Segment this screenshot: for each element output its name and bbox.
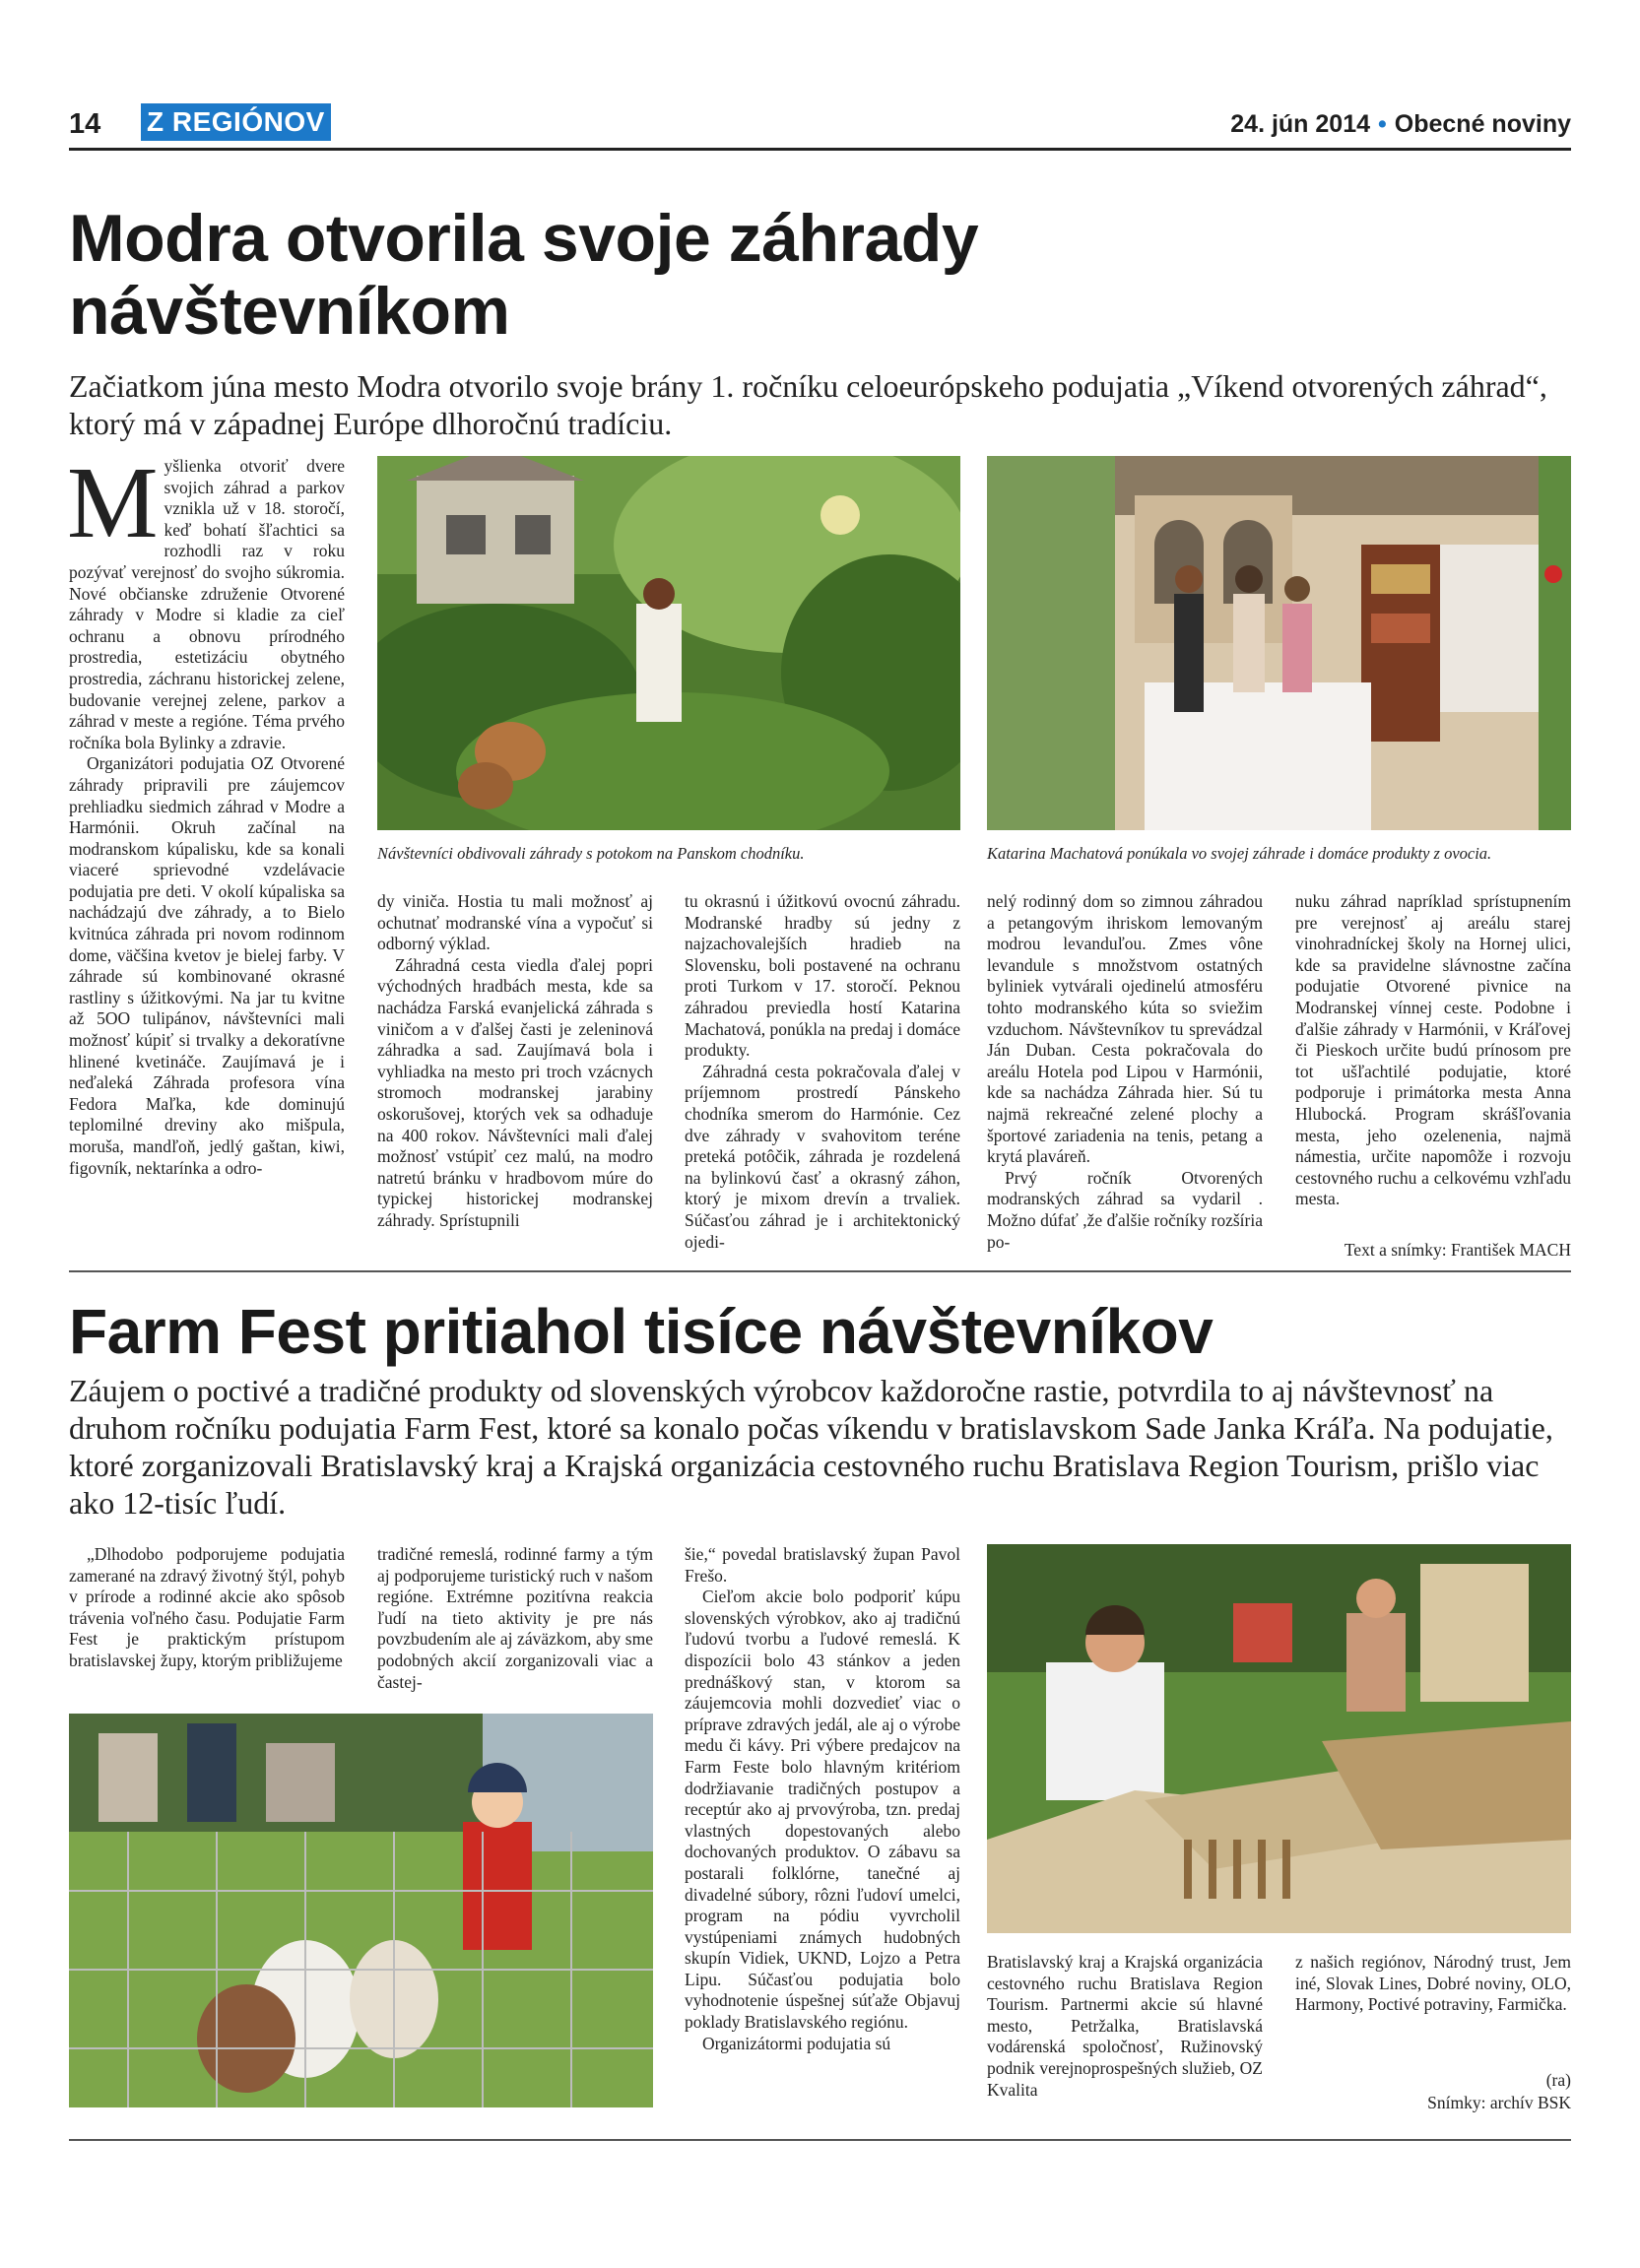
article1-headline — [69, 202, 1448, 348]
bullet-separator: • — [1378, 110, 1387, 138]
page-number: 14 — [69, 108, 101, 140]
article2-paragraph: Organizátormi podujatia sú — [702, 2033, 891, 2053]
article2-paragraph: šie,“ povedal bratislavský župan Pavol Frešo. — [685, 1544, 960, 1586]
woodcarver-photo — [987, 1544, 1571, 1933]
article2-column-2 — [377, 1544, 653, 1693]
article1-paragraph: nuku záhrad napríklad sprístupnením pre verejnosť aj areálu starej vinohradníckej školy na Hornej ulici, kde sa pravidelne slávnostne začína podujatie Otvorené pivnice na Modranskej vínnej ceste. Podobne i ďalšie záhrady v Harmónii, v Kráľovej či Pieskoch určite budú prínosom pre tot ušľachtilé podujatie, ktoré podporuje i primátorka mesta Anna Hlubocká. Program skrášľovania mesta, jeho ozelenenia, najmä námestia, určite napomôže i rozvoju cestovného ruchu a celkovému vzhľadu mesta. — [1295, 891, 1571, 1209]
section-label: Z REGIÓNOV — [141, 103, 331, 141]
article1-paragraph: Organizátori podujatia OZ Otvorené záhrady pripravili pre záujemcov prehliadku siedmich záhrad v Modre a Harmónii. Okruh začínal na modranskom kúpalisku, kde sa konali viaceré sprievodné vzdelávacie podujatia pre deti. V okolí kúpaliska sa nachádzajú dve záhrady, a to Bielo kvitnúca záhrada pri novom rodinnom dome, väčšina kvetov je bielej farby. V záhrade sú kombinované okrasné rastliny s úžitkovými. Na jar tu kvitne až 5OO tulipánov, návštevníci mali možnosť kúpiť si trvalky a dekoratívne hlinené kvetináče. Zaujímavá je i neďaleká Záhrada profesora vína Fedora Maľka, kde dominujú teplomilné dreviny ako mišpula, moruša, mandľoň, jedlý gaštan, kiwi, figovník, nektarínka a odro- — [69, 753, 345, 1178]
article2-paragraph: tradičné remeslá, rodinné farmy a tým aj podporujeme turistický ruch v našom regióne. Extrémne pozitívna reakcia ľudí na tieto aktivity je pre nás povzbudením ale aj záväzkom, aby sme podobných akcií zorganizovali viac a častej- — [377, 1544, 653, 1692]
article1-credit: Text a snímky: František MACH — [1344, 1240, 1571, 1260]
article1-paragraph: Záhradná cesta viedla ďalej popri východných hradbách mesta, kde sa nachádza Farská evanjelická záhrada s viničom a v ďalšej časti je zeleninová záhradka a sad. Zaujímavá bola i vyhliadka na mesto pri troch vzácnych stromoch modranskej jarabiny oskorušovej, ktorých vek sa odhaduje na 400 rokov. Návštevníci mali ďalej možnosť vstúpiť cez malú, na modro natretú bránku v hradbovom múre do typickej historickej modranskej záhrady. Sprístupnili — [377, 954, 653, 1230]
article2-column-4 — [987, 1952, 1263, 2101]
article2-column-1 — [69, 1544, 345, 1672]
article1-paragraph: Prvý ročník Otvorených modranských záhrad sa vydaril . Možno dúfať ,že ďalšie ročníky rozšíria po- — [987, 1167, 1263, 1252]
article1-intro-text: yšlienka otvoriť dvere svojich záhrad a parkov vznikla už v 18. storočí, keď bohatí šľachtici sa rozhodli raz v roku pozývať verejnosť do svojho súkromia. Nové občianske združenie Otvorené záhrady v Modre si kladie za cieľ ochranu a obnovu prírodného prostredia, estetizáciu obytného prostredia, záchranu historickej zelene, budovanie verejnej zelene, parkov a záhrad v meste a regióne. Téma prvého ročníka bola Bylinky a zdravie. — [69, 456, 345, 752]
article1-paragraph: Záhradná cesta pokračovala ďalej v príjemnom prostredí Pánskeho chodníka smerom do Harmónie. Cez dve záhrady v svahovitom teréne preteká potôčik, záhrada je rozdelená na bylinkovú časť a okrasný záhon, ktorý je mixom drevín a trvaliek. Súčasťou záhrad je i architektonický ojedi- — [685, 1061, 960, 1252]
article1-column-5 — [1295, 891, 1571, 1210]
article1-paragraph: nelý rodinný dom so zimnou záhradou a petangovým ihriskom lemovaným modrou levanduľou. Zmes vône levandule s množstvom ostatných byliniek vytvárali ojedinelú atmosféru tohto modranského kúta so sviežim vzduchom. Návštevníkov tu sprevádzal Ján Duban. Cesta pokračovala do areálu Hotela pod Lipou v Harmónii, kde sa nachádza Záhrada hier. Sú tu najmä rekreačné zelené plochy a športové zariadenia na tenis, petang a krytá plaváreň. — [987, 891, 1263, 1167]
article1-paragraph: tu okrasnú i úžitkovú ovocnú záhradu. Modranské hradby sú jedny z najzachovalejších hradieb na Slovensku, boli postavené na ochranu proti Turkom v 17. storočí. Peknou záhradou previedla hostí Katarina Machatová, ponúkla na predaj i domáce produkty. — [685, 891, 960, 1061]
article2-paragraph: Bratislavský kraj a Krajská organizácia cestovného ruchu Bratislava Region Tourism. Partnermi akcie sú hlavné mesto, Petržalka, Bratislavská vodárenská spoločnosť, Ružinovský podnik verejnoprospešných služieb, OZ Kvalita — [987, 1952, 1263, 2100]
dropcap: M — [67, 446, 159, 559]
publication-name: Obecné noviny — [1394, 110, 1571, 138]
article1-intro-paragraph — [67, 446, 345, 753]
article1-column-3 — [685, 891, 960, 1253]
article2-paragraph: z našich regiónov, Národný trust, Jem iné, Slovak Lines, Dobré noviny, OLO, Harmony, Poctivé potraviny, Farmička. — [1295, 1952, 1571, 2015]
article1-paragraph: dy viniča. Hostia tu mali možnosť aj ochutnať modranské vína a vypočuť si odborný výklad. — [377, 891, 653, 954]
article2-paragraph: „Dlhodobo podporujeme podujatia zamerané na zdravý životný štýl, pohyb v prírode a rodinné akcie ako spôsob trávenia voľného času. Podujatie Farm Fest je praktickým prístupom bratislavskej župy, ktorým približujeme — [69, 1544, 345, 1670]
article2-paragraph: Cieľom akcie bolo podporiť kúpu slovenských výrobkov, ako aj tradičnú ľudovú tvorbu a ľudové remeslá. K dispozícii bolo 43 stánkov a jeden prednáškový stan, v ktorom sa záujemcovia mohli dozvedieť viac o príprave zdravých jedál, ale aj o výrobe medu či kávy. Pri výbere predajcov na Farm Feste bolo hlavným kritériom dodržiavanie tradičných postupov a receptúr ako aj prvovýroba, tzn. predaj vlastných dopestovaných alebo dochovaných produktov. O zábavu sa postarali folklórne, tanečné aj divadelné súbory, rôzni ľudoví umelci, program na pódiu vyvrcholil vystúpeniami známych hudobných skupín Vidiek, UKND, Lojzo a Petra Lipu. Súčasťou podujatia bolo vyhodnotenie úspešnej súťaže Objavuj poklady Bratislavského regiónu. — [685, 1587, 960, 2033]
header-rule — [69, 148, 1571, 151]
article2-photo-credit: Snímky: archív BSK — [1427, 2093, 1571, 2112]
article2-lead: Záujem o poctivé a tradičné produkty od slovenských výrobcov každoročne rastie, potvrdila to aj návštevnosť na druhom ročníku podujatia Farm Fest, ktoré sa konalo počas víkendu v bratislavskom Sade Janka Kráľa. Na podujatie, ktoré zorganizovali Bratislavský kraj a Krajská organizácia cestovného ruchu Bratislava Region Tourism, prišlo viac ako 12-tisíc ľudí. — [69, 1373, 1553, 1521]
produce-stand-photo — [987, 456, 1571, 830]
article1-lead: Začiatkom júna mesto Modra otvorilo svoje brány 1. ročníku celoeurópskeho podujatia „Víkend otvorených záhrad“, ktorý má v západnej Európe dlhoročnú tradíciu. — [69, 368, 1547, 441]
garden-photo — [377, 456, 960, 830]
issue-info — [1230, 110, 1571, 139]
article1-headline-line2: návštevníkom — [69, 274, 510, 349]
article2-headline: Farm Fest pritiahol tisíce návštevníkov — [69, 1296, 1214, 1367]
article1-headline-line1: Modra otvorila svoje záhrady — [69, 201, 979, 276]
garden-photo-caption: Návštevníci obdivovali záhrady s potokom na Panskom chodníku. — [377, 844, 805, 863]
article2-signature: (ra) — [1545, 2070, 1571, 2090]
issue-date: 24. jún 2014 — [1230, 110, 1371, 138]
article2-column-5 — [1295, 1952, 1571, 2016]
article1-column-2 — [377, 891, 653, 1232]
article1-column-4 — [987, 891, 1263, 1253]
article2-column-3 — [685, 1544, 960, 2054]
produce-stand-photo-caption: Katarina Machatová ponúkala vo svojej záhrade i domáce produkty z ovocia. — [987, 844, 1492, 863]
article1-column-1 — [67, 446, 345, 1179]
footer-rule — [69, 2139, 1571, 2141]
article-divider — [69, 1270, 1571, 1272]
children-sheep-photo — [69, 1714, 653, 2107]
